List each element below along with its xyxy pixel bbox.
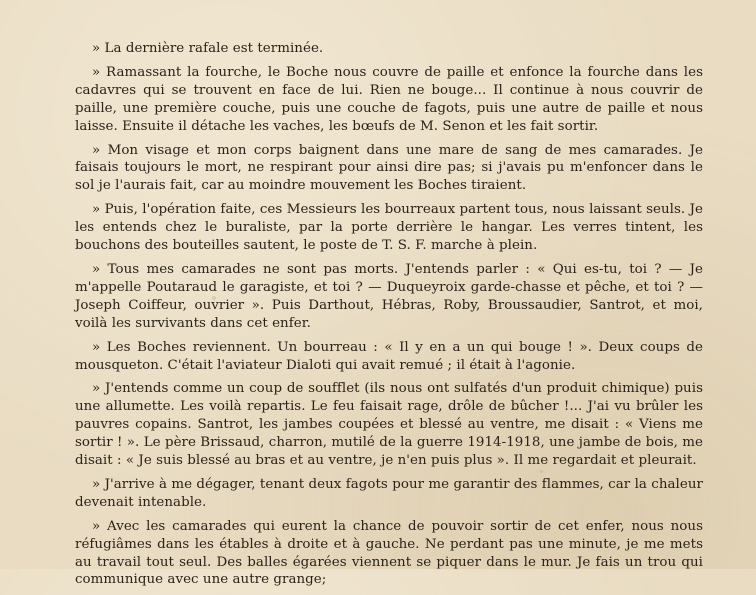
paragraph: » J'entends comme un coup de soufflet (ils nous ont sulfatés d'un produit chimique) puis une allumette. Les voilà repartis. Le feu faisait rage, drôle de bûcher !... J'ai vu brûler les pauvres copains. Santrot, les jambes coupées et blessé au ventre, me disait : « Viens me sortir ! ». Le père Brissaud, charron, mutilé de la guerre 1914-1918, une jambe de bois, me disait : « Je suis blessé au bras et au ventre, je n'en puis plus ». Il me regardait et pleurait.	[75, 381, 703, 469]
document-text	[75, 40, 703, 595]
paragraph: » La dernière rafale est terminée.	[92, 41, 324, 56]
paragraph: » J'arrive à me dégager, tenant deux fagots pour me garantir des flammes, car la chaleur devenait intenable.	[75, 476, 703, 510]
paragraph: » Mon visage et mon corps baignent dans une mare de sang de mes camarades. Je faisais toujours le mort, ne respirant pour ainsi dire pas; si j'avais pu m'enfoncer dans le sol je l'aurais fait, car au moindre mouvement les Boches tiraient.	[75, 142, 703, 194]
paragraph: » Tous mes camarades ne sont pas morts. J'entends parler : « Qui es-tu, toi ? — Je m'appelle Poutaraud le garagiste, et toi ? — Duqueyroix garde-chasse et pêche, et toi ? — Joseph Coiffeur, ouvrier ». Puis Darthout, Hébras, Roby, Broussaudier, Santrot, et moi, voilà les survivants dans cet enfer.	[75, 261, 703, 331]
paragraph: » Ramassant la fourche, le Boche nous couvre de paille et enfonce la fourche dans les cadavres qui se trouvent en face de lui. Rien ne bouge... Il continue à nous couvrir de paille, une première couche, puis une couche de fagots, puis une autre de paille et nous laisse. Ensuite il détache les vaches, les bœufs de M. Senon et les fait sortir.	[75, 64, 703, 134]
paragraph: » Les Boches reviennent. Un bourreau : « Il y en a un qui bouge ! ». Deux coups de mousqueton. C'était l'aviateur Dialoti qui avait remué ; il était à l'agonie.	[75, 339, 703, 373]
paragraph: » Puis, l'opération faite, ces Messieurs les bourreaux partent tous, nous laissant seuls. Je les entends chez le buraliste, par la porte derrière le hangar. Les verres tintent, les bouchons des bouteilles sautent, le poste de T. S. F. marche à plein.	[75, 202, 703, 254]
paragraph: » Avec les camarades qui eurent la chance de pouvoir sortir de cet enfer, nous nous réfugiâmes dans les étables à droite et à gauche. Ne perdant pas une minute, je me mets au travail tout seul. Des balles égarées viennent se piquer dans le mur. Je fais un trou qui communique avec une autre grange;	[75, 518, 703, 588]
